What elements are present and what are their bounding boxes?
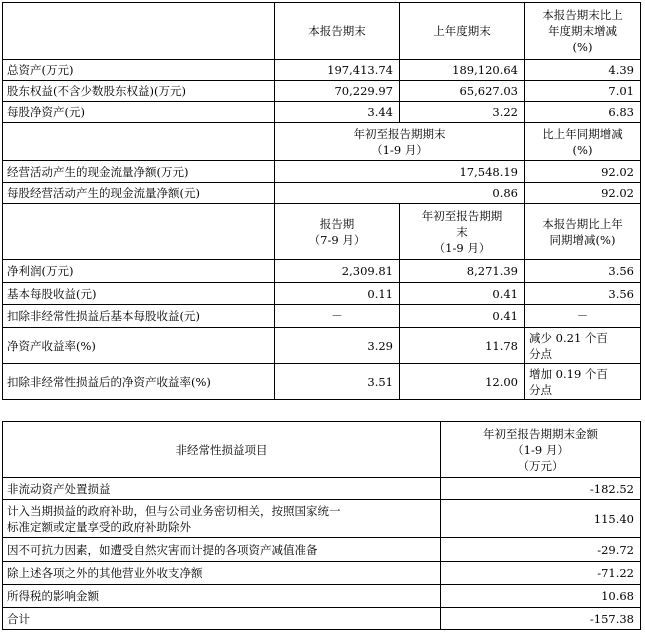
yoy-value: 92.02 xyxy=(525,161,641,183)
row-label: 计入当期损益的政府补助，但与公司业务密切相关，按照国家统一 标准定额或定量享受的政府补助除外 xyxy=(3,500,441,538)
row-label: 所得税的影响金额 xyxy=(3,585,441,608)
current-value: 70,229.97 xyxy=(275,81,400,102)
reporting-period-header: 报告期 （7-9 月） xyxy=(275,204,400,260)
change-header: 本报告期比上年 同期增减(%) xyxy=(525,204,641,260)
table-row xyxy=(3,500,641,538)
table-row xyxy=(3,81,641,102)
change-value: － xyxy=(525,305,641,328)
row-label: 净利润(万元) xyxy=(3,260,275,283)
change-value: 3.56 xyxy=(525,260,641,283)
non-recurring-items-table xyxy=(2,421,641,630)
prior-year-end-header: 上年度期末 xyxy=(400,3,525,60)
ytd-header: 年初至报告期期末 （1-9 月） xyxy=(275,123,525,161)
header-row xyxy=(3,123,641,161)
row-label: 总资产(万元) xyxy=(3,60,275,81)
row-label: 每股净资产(元) xyxy=(3,102,275,123)
row-label: 扣除非经常性损益后基本每股收益(元) xyxy=(3,305,275,328)
ytd-value: 0.41 xyxy=(400,305,525,328)
table-row xyxy=(3,585,641,608)
row-label: 每股经营活动产生的现金流量净额(元) xyxy=(3,183,275,204)
table-row xyxy=(3,478,641,500)
current-period-end-header: 本报告期末 xyxy=(275,3,400,60)
change-value: 4.39 xyxy=(525,60,641,81)
key-financial-data-table xyxy=(2,2,641,400)
prior-value: 189,120.64 xyxy=(400,60,525,81)
ytd-value: 0.86 xyxy=(275,183,525,204)
amount-value: -71.22 xyxy=(441,562,641,585)
amount-value: 10.68 xyxy=(441,585,641,608)
change-value: 增加 0.19 个百 分点 xyxy=(525,364,641,400)
change-value: 3.56 xyxy=(525,283,641,305)
row-label: 非流动资产处置损益 xyxy=(3,478,441,500)
current-value: 197,413.74 xyxy=(275,60,400,81)
blank-header-cell xyxy=(3,123,275,161)
row-label: 净资产收益率(%) xyxy=(3,328,275,364)
row-label: 经营活动产生的现金流量净额(万元) xyxy=(3,161,275,183)
table-row xyxy=(3,562,641,585)
row-label: 基本每股收益(元) xyxy=(3,283,275,305)
table-row xyxy=(3,161,641,183)
row-label: 扣除非经常性损益后的净资产收益率(%) xyxy=(3,364,275,400)
header-row xyxy=(3,422,641,478)
prior-value: 3.22 xyxy=(400,102,525,123)
table-row xyxy=(3,283,641,305)
period-value: － xyxy=(275,305,400,328)
table-row xyxy=(3,60,641,81)
header-row xyxy=(3,204,641,260)
table-row xyxy=(3,260,641,283)
table-row xyxy=(3,328,641,364)
ytd-value: 8,271.39 xyxy=(400,260,525,283)
table-row xyxy=(3,183,641,204)
change-value: 6.83 xyxy=(525,102,641,123)
yoy-value: 92.02 xyxy=(525,183,641,204)
period-value: 2,309.81 xyxy=(275,260,400,283)
blank-header-cell xyxy=(3,204,275,260)
amount-value: -157.38 xyxy=(441,608,641,630)
prior-value: 65,627.03 xyxy=(400,81,525,102)
current-value: 3.44 xyxy=(275,102,400,123)
yoy-change-header: 比上年同期增减 (%) xyxy=(525,123,641,161)
total-row xyxy=(3,608,641,630)
item-header: 非经常性损益项目 xyxy=(3,422,441,478)
amount-header: 年初至报告期期末金额 （1-9 月） （万元） xyxy=(441,422,641,478)
table-row xyxy=(3,538,641,562)
ytd-value: 12.00 xyxy=(400,364,525,400)
period-value: 3.51 xyxy=(275,364,400,400)
header-row xyxy=(3,3,641,60)
table-row xyxy=(3,102,641,123)
ytd-value: 0.41 xyxy=(400,283,525,305)
ytd-value: 17,548.19 xyxy=(275,161,525,183)
change-header: 本报告期末比上 年度期末增减 (%) xyxy=(525,3,641,60)
blank-header-cell xyxy=(3,3,275,60)
row-label: 股东权益(不含少数股东权益)(万元) xyxy=(3,81,275,102)
period-value: 0.11 xyxy=(275,283,400,305)
amount-value: 115.40 xyxy=(441,500,641,538)
period-value: 3.29 xyxy=(275,328,400,364)
amount-value: -29.72 xyxy=(441,538,641,562)
table-row xyxy=(3,305,641,328)
ytd-header: 年初至报告期期 末 （1-9 月） xyxy=(400,204,525,260)
row-label: 因不可抗力因素，如遭受自然灾害而计提的各项资产减值准备 xyxy=(3,538,441,562)
amount-value: -182.52 xyxy=(441,478,641,500)
row-label: 除上述各项之外的其他营业外收支净额 xyxy=(3,562,441,585)
change-value: 减少 0.21 个百 分点 xyxy=(525,328,641,364)
table-row xyxy=(3,364,641,400)
ytd-value: 11.78 xyxy=(400,328,525,364)
row-label: 合计 xyxy=(3,608,441,630)
change-value: 7.01 xyxy=(525,81,641,102)
